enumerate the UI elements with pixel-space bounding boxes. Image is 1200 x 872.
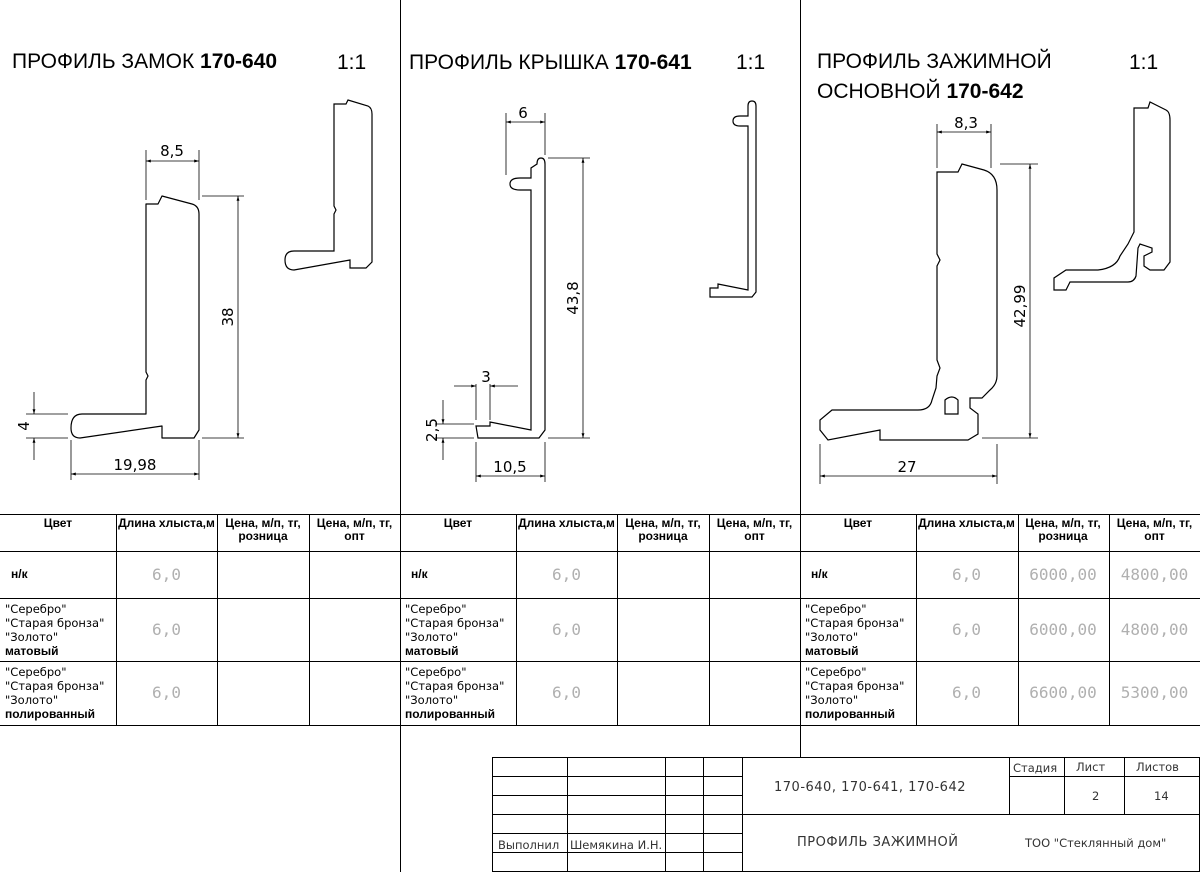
color-gold: "Золото" <box>5 693 59 707</box>
table-cell-retail: 6000,00 <box>1029 620 1097 639</box>
performer-name: Шемякина И.Н. <box>570 838 663 852</box>
table-header: Цвет <box>843 516 873 530</box>
sheet-label: Лист <box>1076 760 1106 774</box>
dim-total-width: 10,5 <box>493 458 527 476</box>
color-old-bronze: "Старая бронза" <box>405 616 505 630</box>
dim-total-width: 19,98 <box>113 456 157 474</box>
color-silver: "Серебро" <box>805 602 867 616</box>
color-gold: "Золото" <box>805 693 859 707</box>
table-cell-retail: 6000,00 <box>1029 565 1097 584</box>
profile-170-642-section <box>820 164 997 440</box>
profile-code: 170-642 <box>946 80 1024 103</box>
profile-code: 170-641 <box>614 51 692 74</box>
table-header: Цена, м/п, тг, розница <box>625 516 701 543</box>
company-name: ТОО "Стеклянный дом" <box>1025 836 1167 850</box>
color-gold: "Золото" <box>405 630 459 644</box>
table-header: Цвет <box>43 516 73 530</box>
finish-label: матовый <box>805 644 859 658</box>
color-gold: "Золото" <box>5 630 59 644</box>
dim-height: 38 <box>219 307 237 327</box>
table-cell-length: 6,0 <box>952 620 981 639</box>
color-silver: "Серебро" <box>405 665 467 679</box>
color-silver: "Серебро" <box>5 602 67 616</box>
profile-170-640-small <box>285 100 372 270</box>
table-header: Цена, м/п, тг, опт <box>316 516 393 543</box>
profile-name: ПРОФИЛЬ КРЫШКА <box>409 51 615 74</box>
dim-small: 4 <box>15 421 33 431</box>
color-nk: н/к <box>811 567 828 581</box>
sheets-total: 14 <box>1154 789 1169 803</box>
color-gold: "Золото" <box>405 693 459 707</box>
table-cell-length: 6,0 <box>552 565 581 584</box>
dim-small-width: 3 <box>481 368 491 386</box>
color-list <box>805 665 904 721</box>
table-cell-length: 6,0 <box>552 620 581 639</box>
table-header: Длина хлыста,м <box>918 516 1015 530</box>
performed-label: Выполнил <box>498 838 560 852</box>
profile-code: 170-640 <box>200 50 278 73</box>
profile-name-line2: ОСНОВНОЙ <box>817 80 947 103</box>
color-nk: н/к <box>11 567 28 581</box>
table-header: Цена, м/п, тг, опт <box>716 516 793 543</box>
finish-label: полированный <box>405 707 495 721</box>
profile-170-641-small <box>710 101 756 297</box>
table-cell-length: 6,0 <box>952 565 981 584</box>
table-header: Цвет <box>443 516 473 530</box>
dim-height: 43,8 <box>564 281 582 315</box>
profile-name-line1: ПРОФИЛЬ ЗАЖИМНОЙ <box>817 50 1052 73</box>
table-cell-retail: 6600,00 <box>1029 683 1097 702</box>
color-list <box>805 602 904 658</box>
profile-170-640-section <box>71 196 199 438</box>
color-old-bronze: "Старая бронза" <box>5 679 105 693</box>
color-old-bronze: "Старая бронза" <box>405 679 505 693</box>
color-silver: "Серебро" <box>405 602 467 616</box>
table-header: Длина хлыста,м <box>518 516 615 530</box>
finish-label: полированный <box>805 707 895 721</box>
dim-top-width: 6 <box>518 104 528 122</box>
table-cell-wholesale: 4800,00 <box>1120 620 1189 639</box>
table-cell-length: 6,0 <box>152 565 181 584</box>
table-header: Длина хлыста,м <box>118 516 215 530</box>
profile-170-642-small <box>1054 102 1170 290</box>
table-header: Цена, м/п, тг, розница <box>1025 516 1101 543</box>
table-header: Цена, м/п, тг, розница <box>225 516 301 543</box>
scale-label-2: 1:1 <box>736 51 766 74</box>
sheets-label: Листов <box>1136 760 1179 774</box>
table-cell-wholesale: 4800,00 <box>1120 565 1189 584</box>
dim-top-width: 8,5 <box>160 142 184 160</box>
document-title: ПРОФИЛЬ ЗАЖИМНОЙ <box>797 835 959 850</box>
table-header: Цена, м/п, тг, опт <box>1116 516 1193 543</box>
dim-total-width: 27 <box>897 458 917 476</box>
profile-170-641-section <box>476 158 545 438</box>
table-cell-length: 6,0 <box>152 620 181 639</box>
dim-top-width: 8,3 <box>954 114 978 132</box>
finish-label: матовый <box>5 644 59 658</box>
color-silver: "Серебро" <box>5 665 67 679</box>
color-nk: н/к <box>411 567 428 581</box>
profile-name: ПРОФИЛЬ ЗАМОК <box>12 50 201 73</box>
color-old-bronze: "Старая бронза" <box>5 616 105 630</box>
finish-label: полированный <box>5 707 95 721</box>
scale-label-1: 1:1 <box>337 51 367 74</box>
color-old-bronze: "Старая бронза" <box>805 616 905 630</box>
dim-height: 42,99 <box>1011 284 1029 328</box>
color-old-bronze: "Старая бронза" <box>805 679 905 693</box>
stage-label: Стадия <box>1013 761 1058 775</box>
color-list <box>5 602 104 658</box>
table-cell-length: 6,0 <box>552 683 581 702</box>
color-list <box>405 665 504 721</box>
color-list <box>5 665 104 721</box>
table-cell-length: 6,0 <box>952 683 981 702</box>
sheet-number: 2 <box>1092 789 1100 803</box>
table-cell-wholesale: 5300,00 <box>1120 683 1189 702</box>
finish-label: матовый <box>405 644 459 658</box>
dim-small-height: 2,5 <box>423 418 441 442</box>
document-codes: 170-640, 170-641, 170-642 <box>774 780 966 795</box>
color-list <box>405 602 504 658</box>
color-gold: "Золото" <box>805 630 859 644</box>
color-silver: "Серебро" <box>805 665 867 679</box>
scale-label-3: 1:1 <box>1129 51 1159 74</box>
table-cell-length: 6,0 <box>152 683 181 702</box>
